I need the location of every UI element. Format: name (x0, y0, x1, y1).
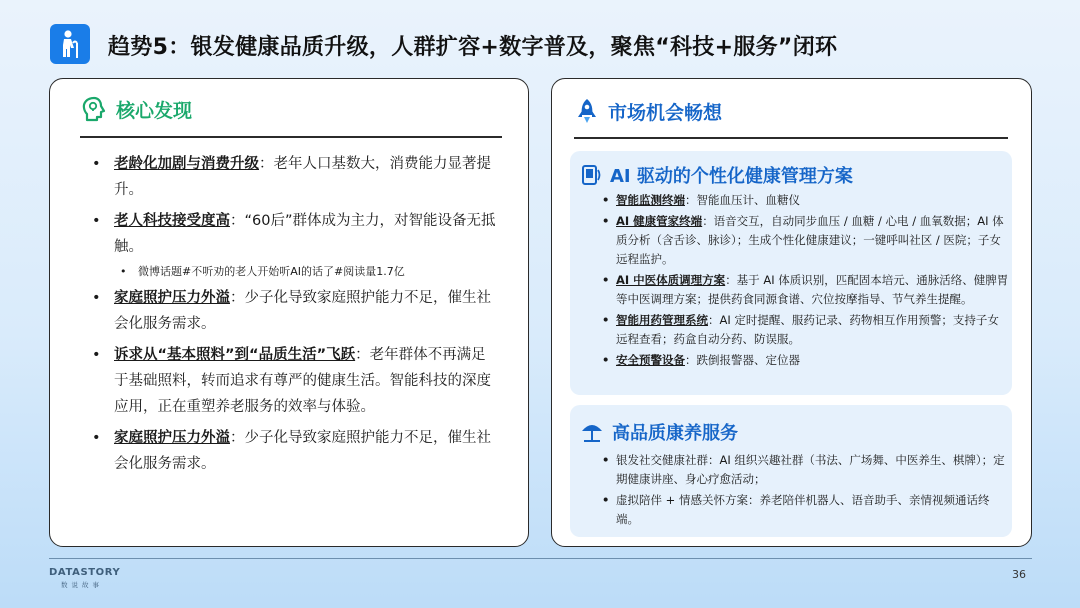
item-text: ：基于 AI 体质识别，匹配固本培元、通脉活络、健脾胃等中医调理方案；提供药食同源食谱、穴位按摩指导、节气养生提醒。 (616, 273, 1009, 306)
finding-sub-item: • 微博话题#不听劝的老人开始听AI的话了#阅读量1.7亿 (92, 263, 498, 280)
finding-item (92, 285, 498, 337)
list-item (600, 351, 1010, 370)
item-text: ：跌倒报警器、定位器 (685, 353, 800, 367)
heading-divider (80, 136, 502, 138)
item-text: ：智能血压计、血糖仪 (685, 193, 800, 207)
item-keyword: 安全预警设备 (616, 353, 685, 367)
list-item (600, 191, 1010, 210)
item-text: ：语音交互，自动同步血压 / 血糖 / 心电 / 血氧数据；AI 体质分析（含舌诊、脉诊）；生成个性化健康建议；一键呼叫社区 / 医院；子女远程监护。 (616, 214, 1004, 266)
list-item (600, 311, 1010, 349)
finding-keyword: 家庭照护压力外溢 (114, 290, 230, 306)
core-findings-title: 核心发现 (116, 99, 193, 122)
core-findings-card (49, 78, 529, 547)
market-opportunity-title: 市场机会畅想 (608, 101, 723, 124)
item-keyword: 智能用药管理系统 (616, 313, 708, 327)
wellness-service-title: 高品质康养服务 (612, 423, 738, 444)
findings-list (92, 151, 498, 482)
heading-divider (574, 137, 1008, 139)
item-keyword: AI 中医体质调理方案 (616, 273, 726, 287)
finding-text: ：少子化导致家庭照护能力不足，催生社会化服务需求。 (114, 430, 491, 472)
market-opportunity-card (551, 78, 1032, 547)
list-item: • 银发社交健康社群：AI 组织兴趣社群（书法、广场舞、中医养生、棋牌）；定期健康讲座、身心疗愈活动； (600, 451, 1010, 489)
beach-umbrella-icon (580, 421, 604, 443)
footer-divider (49, 558, 1032, 559)
finding-item (92, 151, 498, 203)
ai-health-title: AI 驱动的个性化健康管理方案 (610, 166, 853, 187)
finding-item (92, 425, 498, 477)
core-findings-heading (80, 95, 192, 123)
finding-text: ：老年群体不再满足于基础照料，转而追求有尊严的健康生活。智能科技的深度应用，正在重塑养老服务的效率与体验。 (114, 347, 491, 415)
finding-keyword: 家庭照护压力外溢 (114, 430, 230, 446)
market-opportunity-heading (574, 97, 722, 125)
finding-item (92, 208, 498, 260)
item-keyword: AI 健康管家终端 (616, 214, 703, 228)
ai-health-panel (570, 151, 1012, 395)
brand-logo: DATASTORY (49, 567, 121, 578)
page-title: 趋势5：银发健康品质升级，人群扩容+数字普及，聚焦“科技+服务”闭环 (108, 35, 838, 60)
wellness-service-panel (570, 405, 1012, 537)
ai-tablet-icon (580, 164, 602, 186)
finding-text: ：少子化导致家庭照护能力不足，催生社会化服务需求。 (114, 290, 491, 332)
item-text: ：AI 定时提醒、服药记录、药物相互作用预警；支持子女远程查看；药盒自动分药、防误服。 (616, 313, 999, 346)
item-keyword: 智能监测终端 (616, 193, 685, 207)
list-item (600, 212, 1010, 269)
finding-keyword: 老龄化加剧与消费升级 (114, 156, 259, 172)
finding-keyword: 诉求从“基本照料”到“品质生活”飞跃 (114, 347, 356, 363)
ai-health-heading (580, 162, 853, 188)
finding-item (92, 342, 498, 420)
ai-health-list (600, 191, 1010, 372)
list-item (600, 271, 1010, 309)
wellness-service-heading (580, 419, 738, 445)
wellness-service-list (600, 451, 1010, 531)
rocket-icon (574, 97, 600, 125)
page-number: 36 (1012, 568, 1026, 581)
finding-text: ：老年人口基数大，消费能力显著提升。 (114, 156, 491, 198)
elderly-person-icon (50, 24, 90, 64)
finding-keyword: 老人科技接受度高 (114, 213, 230, 229)
brand-subtitle: 数说故事 (61, 581, 103, 589)
brain-lightbulb-icon (80, 95, 108, 123)
finding-text: ：“60后”群体成为主力，对智能设备无抵触。 (114, 213, 496, 255)
list-item: • 虚拟陪伴 + 情感关怀方案：养老陪伴机器人、语音助手、亲情视频通话终端。 (600, 491, 1010, 529)
